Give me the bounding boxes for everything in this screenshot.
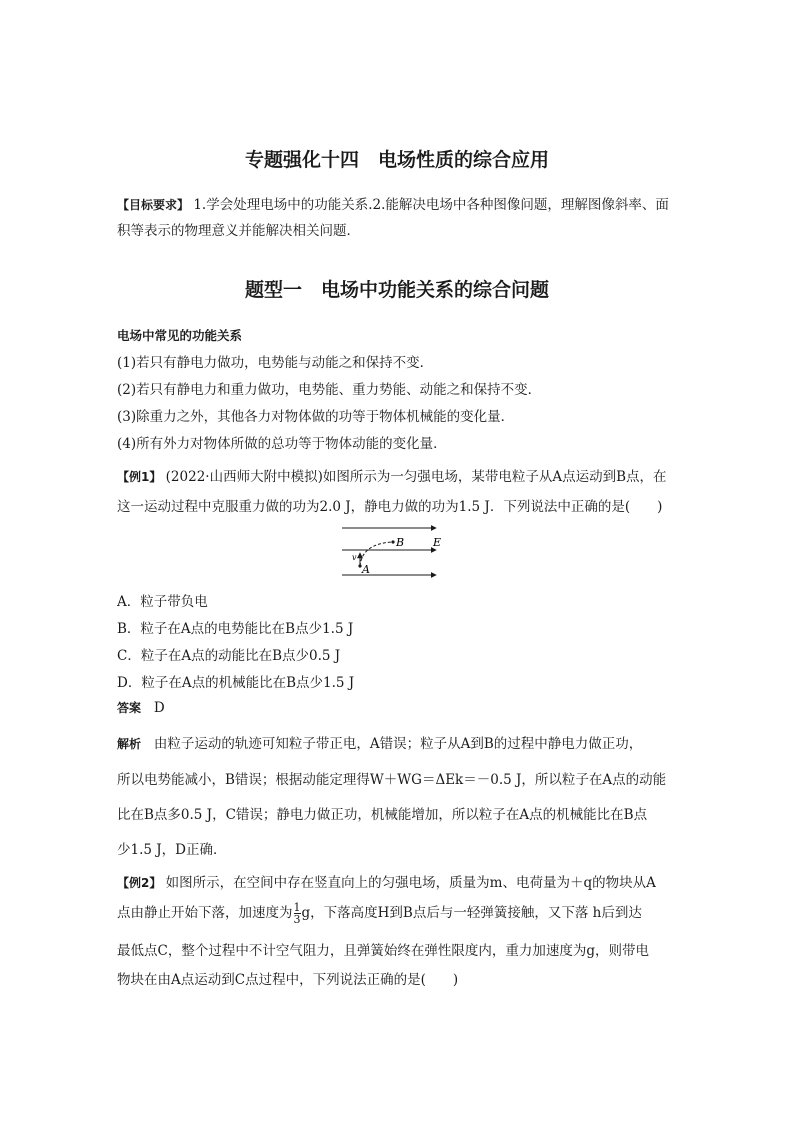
analysis-line-4: 少1.5 J，D正确． bbox=[117, 842, 227, 858]
option-c: C．粒子在A点的动能比在B点少0.5 J bbox=[117, 648, 341, 664]
option-d: D．粒子在A点的机械能比在B点少1.5 J bbox=[117, 675, 355, 691]
example2-line-1 bbox=[117, 871, 681, 891]
fraction bbox=[294, 902, 301, 925]
label-v: v bbox=[352, 553, 357, 562]
example1-line-1 bbox=[117, 465, 681, 485]
example2-tag: 【例2】 bbox=[117, 876, 162, 890]
answer-line bbox=[117, 699, 681, 716]
fraction-numerator: 1 bbox=[293, 901, 301, 914]
label-e: E bbox=[433, 536, 442, 549]
relation-item: (2)若只有静电力和重力做功，电势能、重力势能、动能之和保持不变． bbox=[117, 382, 542, 398]
analysis-line-3: 比在B点多0.5 J，C错误；静电力做正功，机械能增加，所以粒子在A点的机械能比在B点 bbox=[117, 807, 648, 823]
answer-value: D bbox=[153, 700, 165, 716]
analysis-line-2: 所以电势能减小，B错误；根据动能定理得W＋WG＝ΔEk＝－0.5 J，所以粒子在A点的动能 bbox=[117, 772, 667, 788]
relation-item: (1)若只有静电力做功，电势能与动能之和保持不变． bbox=[117, 355, 434, 371]
page-title: 专题强化十四 电场性质的综合应用 bbox=[244, 149, 549, 171]
relation-item: (3)除重力之外，其他各力对物体做的功等于物体机械能的变化量． bbox=[117, 409, 515, 425]
label-b: B bbox=[396, 536, 405, 549]
point-b-dot bbox=[391, 540, 394, 543]
example1-text-1: (2022·山西师大附中模拟)如图所示为一匀强电场，某带电粒子从A点运动到B点，在 bbox=[165, 469, 667, 485]
example1-tag: 【例1】 bbox=[117, 470, 162, 484]
example1-line-2: 这一运动过程中克服重力做的功为2.0 J，静电力做的功为1.5 J．下列说法中正确的是( ) bbox=[117, 499, 663, 515]
fraction-denominator: 3 bbox=[293, 913, 301, 926]
example2-line-4: 物块在由A点运动到C点过程中，下列说法正确的是( ) bbox=[117, 972, 459, 988]
option-a: A．粒子带负电 bbox=[117, 594, 208, 610]
analysis-text-1: 由粒子运动的轨迹可知粒子带正电，A错误；粒子从A到B的过程中静电力做正功， bbox=[153, 736, 643, 752]
analysis-line-1 bbox=[117, 732, 681, 752]
electric-field-figure bbox=[340, 520, 450, 582]
answer-label: 答案 bbox=[117, 701, 142, 715]
relation-item: (4)所有外力对物体所做的总功等于物体动能的变化量． bbox=[117, 436, 447, 452]
objectives-line-2: 积等表示的物理意义并能解决相关问题． bbox=[117, 223, 360, 239]
example2-line-2 bbox=[117, 901, 681, 925]
objectives-line-1 bbox=[117, 193, 681, 213]
analysis-label: 解析 bbox=[117, 737, 142, 751]
objectives-text-1: 1.学会处理电场中的功能关系.2.能解决电场中各种图像问题，理解图像斜率、面 bbox=[193, 197, 669, 213]
example2-line-3: 最低点C，整个过程中不计空气阻力，且弹簧始终在弹性限度内，重力加速度为g，则带电 bbox=[117, 943, 649, 959]
option-b: B．粒子在A点的电势能比在B点少1.5 J bbox=[117, 621, 354, 637]
objectives-tag: 【目标要求】 bbox=[117, 198, 190, 212]
example2-text-2a: 点由静止开始下落，加速度为 bbox=[117, 905, 293, 921]
section-title: 题型一 电场中功能关系的综合问题 bbox=[244, 279, 549, 301]
relations-heading: 电场中常见的功能关系 bbox=[117, 328, 243, 343]
example2-text-1: 如图所示，在空间中存在竖直向上的匀强电场，质量为m、电荷量为＋q的物块从A bbox=[165, 875, 656, 891]
label-a: A bbox=[362, 563, 370, 576]
example2-text-2b: g，下落高度H到B点后与一轻弹簧接触，又下落 h后到达 bbox=[301, 905, 642, 921]
